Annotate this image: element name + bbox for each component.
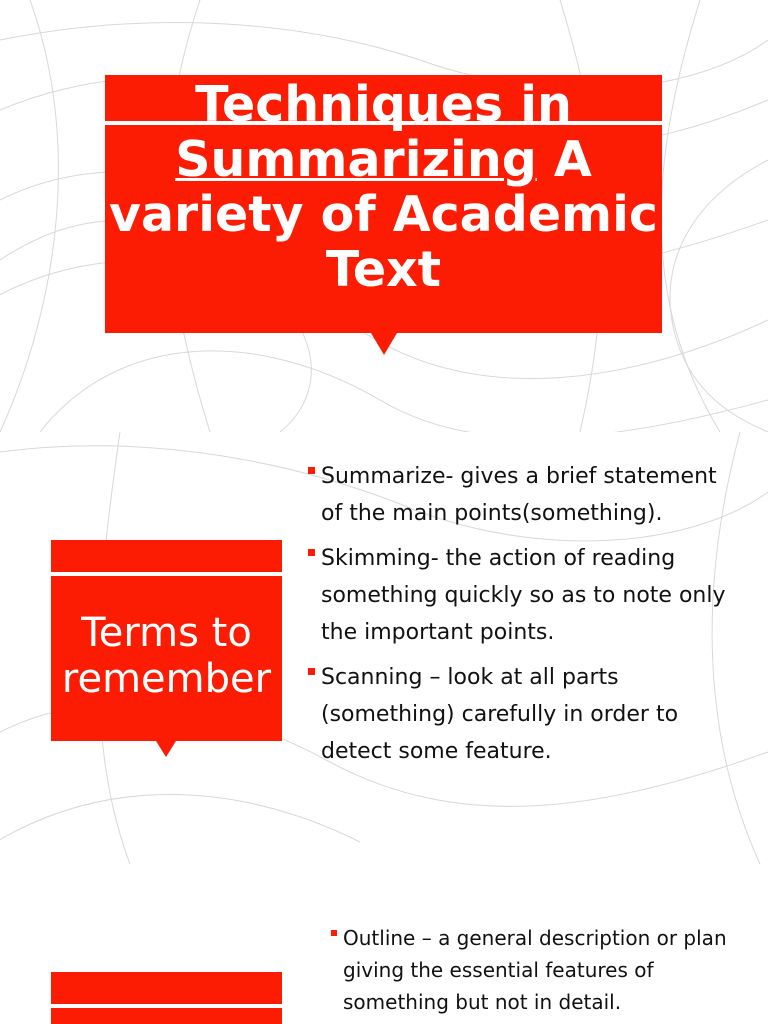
label-box-divider [51,572,282,576]
list-item [343,922,743,1018]
title-part2: A variety of Academic Text [109,131,658,298]
terms-label-box [51,540,282,741]
bullet-square-icon [308,668,315,675]
bullet-square-icon [331,930,337,936]
bullet-text: Skimming- the action of reading something quickly so as to note only the important points. [321,546,726,645]
list-item [321,540,741,651]
title-box-pointer [371,333,397,355]
list-item [321,659,741,770]
bullet-square-icon [308,549,315,556]
title-part1: Techniques in [195,76,572,133]
bullet-square-icon [308,467,315,474]
title-underlined-word: Summarizing [175,131,537,188]
label-box-pointer [156,741,176,757]
slide-terms [0,432,768,864]
slide-terms-continued [0,864,768,1024]
slide-title [0,0,768,432]
slide-title-text [105,77,662,297]
title-box [105,75,662,333]
label-box-divider [51,1004,282,1008]
bullet-text: Outline – a general description or plan giving the essential features of something but not in detail. [343,926,727,1014]
terms-label: Terms to remember [61,610,272,702]
terms-label-box [51,972,282,1024]
terms-bullet-list [321,458,741,778]
bullet-text: Summarize- gives a brief statement of the main points(something). [321,464,717,526]
list-item [321,458,741,532]
bullet-text: Scanning – look at all parts (something) carefully in order to detect some feature. [321,665,679,764]
terms-bullet-list [343,922,743,1018]
